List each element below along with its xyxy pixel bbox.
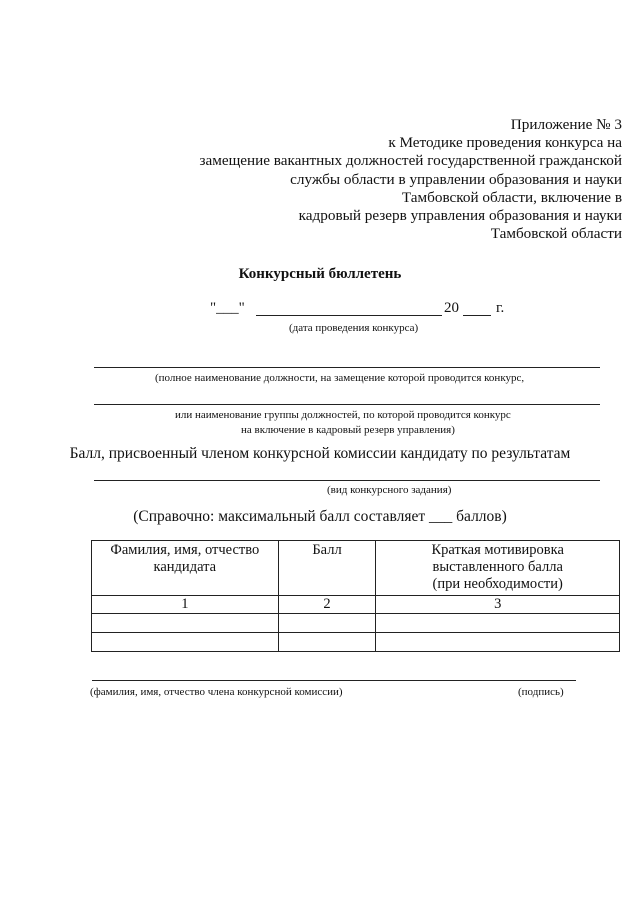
document-title: Конкурсный бюллетень xyxy=(238,266,402,282)
appendix-note xyxy=(162,116,622,243)
table-cell[interactable] xyxy=(376,614,620,633)
column-number: 2 xyxy=(278,596,376,614)
appendix-line: замещение вакантных должностей государственной гражданской xyxy=(199,152,622,170)
table-cell[interactable] xyxy=(92,633,279,652)
position-caption-2: или наименование группы должностей, по которой проводится конкурс xyxy=(175,409,511,421)
table-header-row xyxy=(92,541,620,596)
score-table xyxy=(91,540,620,652)
year-line xyxy=(463,315,491,316)
date-row xyxy=(210,300,520,320)
appendix-line: кадровый резерв управления образования и науки xyxy=(298,207,622,225)
task-caption: (вид конкурсного задания) xyxy=(327,484,452,496)
appendix-line: службы области в управлении образования и науки xyxy=(290,170,622,188)
position-line-1 xyxy=(94,367,600,368)
reference-text: (Справочно: максимальный балл составляет ___ баллов) xyxy=(133,508,507,525)
column-number: 3 xyxy=(376,596,620,614)
sign-caption: (подпись) xyxy=(518,686,564,698)
header-motivation: Краткая мотивировка выставленного балла (при необходимости) xyxy=(376,541,620,596)
appendix-line: Приложение № 3 xyxy=(510,116,622,133)
task-line xyxy=(94,480,600,481)
day-field: "___" xyxy=(210,300,245,316)
position-caption-3: на включение в кадровый резерв управления) xyxy=(241,424,455,436)
table-cell[interactable] xyxy=(278,633,376,652)
year-prefix: 20 xyxy=(444,300,459,316)
score-text: Балл, присвоенный членом конкурсной комиссии кандидату по результатам xyxy=(69,445,571,462)
signature-line xyxy=(92,680,576,681)
header-candidate: Фамилия, имя, отчество кандидата xyxy=(92,541,279,596)
month-line xyxy=(256,315,442,316)
year-suffix: г. xyxy=(496,300,505,316)
date-caption: (дата проведения конкурса) xyxy=(289,322,419,334)
table-number-row xyxy=(92,596,620,614)
header-score: Балл xyxy=(278,541,376,596)
table-cell[interactable] xyxy=(376,633,620,652)
column-number: 1 xyxy=(92,596,279,614)
appendix-line: Тамбовской области, включение в xyxy=(401,188,622,206)
table-row xyxy=(92,614,620,633)
position-caption-1: (полное наименование должности, на замещение которой проводится конкурс, xyxy=(155,372,525,384)
table-cell[interactable] xyxy=(92,614,279,633)
position-line-2 xyxy=(94,404,600,405)
table-cell[interactable] xyxy=(278,614,376,633)
appendix-line: к Методике проведения конкурса на xyxy=(388,134,622,152)
table-row xyxy=(92,633,620,652)
appendix-line: Тамбовской области xyxy=(490,225,622,243)
name-caption: (фамилия, имя, отчество члена конкурсной комиссии) xyxy=(90,686,343,698)
